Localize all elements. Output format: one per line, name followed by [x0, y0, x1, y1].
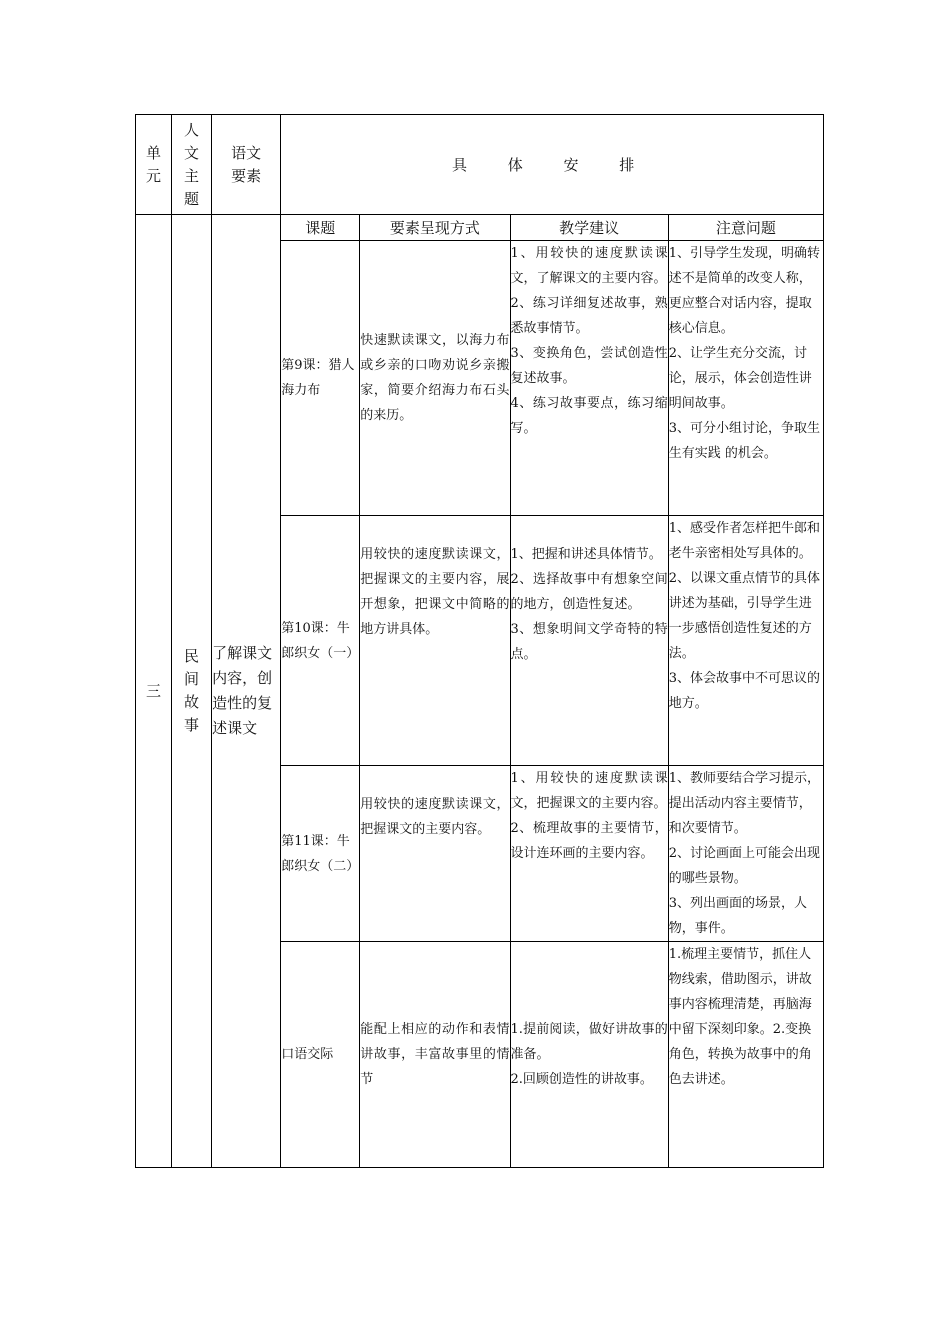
subheader-row: [136, 215, 824, 241]
suggestion-cell: 1、用较快的速度默读课文，了解课文的主要内容。 2、练习详细复述故事，熟悉故事情节。 3、变换角色，尝试创造性复述故事。 4、练习故事要点，练习缩写。: [510, 241, 668, 516]
header-theme: 人文主题: [172, 115, 212, 215]
lesson-cell: 第11课：牛郎织女（二）: [281, 766, 360, 942]
header-unit: 单元: [136, 115, 172, 215]
notes-cell: 1、引导学生发现，明确转述不是简单的改变人称，更应整合对话内容，提取核心信息。 2、让学生充分交流，讨论，展示，体会创造性讲明间故事。 3、可分小组讨论，争取生生有实践 的机会。: [668, 241, 823, 516]
subheader-lesson: 课题: [281, 215, 360, 241]
subheader-notes: 注意问题: [668, 215, 823, 241]
unit-cell: 三: [136, 215, 172, 1168]
suggestion-cell: 1、把握和讲述具体情节。 2、选择故事中有想象空间的地方，创造性复述。 3、想象明间文学奇特的特点。: [510, 516, 668, 766]
curriculum-table: [135, 114, 824, 1168]
lesson-cell: 口语交际: [281, 942, 360, 1168]
way-cell: 能配上相应的动作和表情讲故事，丰富故事里的情节: [360, 942, 510, 1168]
suggestion-cell: 1.提前阅读，做好讲故事的准备。 2.回顾创造性的讲故事。: [510, 942, 668, 1168]
header-element-line2: 要素: [231, 166, 262, 185]
way-cell: 用较快的速度默读课文，把握课文的主要内容。: [360, 766, 510, 942]
subheader-way: 要素呈现方式: [360, 215, 510, 241]
lesson-cell: 第9课：猎人海力布: [281, 241, 360, 516]
notes-cell: 1.梳理主要情节，抓住人物线索，借助图示，讲故事内容梳理清楚，再脑海中留下深刻印象。2.变换角色，转换为故事中的角色去讲述。: [668, 942, 823, 1168]
notes-cell: 1、教师要结合学习提示，提出活动内容主要情节，和次要情节。 2、讨论画面上可能会出现的哪些景物。 3、列出画面的场景，人物，事件。: [668, 766, 823, 942]
lesson-cell: 第10课：牛郎织女（一）: [281, 516, 360, 766]
header-arrangement: 具 体 安 排: [281, 115, 824, 215]
header-element-line1: 语文: [231, 143, 262, 162]
suggestion-cell: 1、用较快的速度默读课文，把握课文的主要内容。 2、梳理故事的主要情节，设计连环画的主要内容。: [510, 766, 668, 942]
way-cell: 快速默读课文，以海力布或乡亲的口吻劝说乡亲搬家，简要介绍海力布石头的来历。: [360, 241, 510, 516]
header-row: [136, 115, 824, 215]
theme-cell: 民间故事: [172, 215, 212, 1168]
language-element-cell: 了解课文内容，创造性的复述课文: [212, 215, 281, 1168]
header-element: [212, 115, 281, 215]
notes-cell: 1、感受作者怎样把牛郎和老牛亲密相处写具体的。 2、以课文重点情节的具体讲述为基础，引导学生进一步感悟创造性复述的方法。 3、体会故事中不可思议的地方。: [668, 516, 823, 766]
way-cell: 用较快的速度默读课文，把握课文的主要内容，展开想象，把课文中简略的地方讲具体。: [360, 516, 510, 766]
subheader-suggestion: 教学建议: [510, 215, 668, 241]
